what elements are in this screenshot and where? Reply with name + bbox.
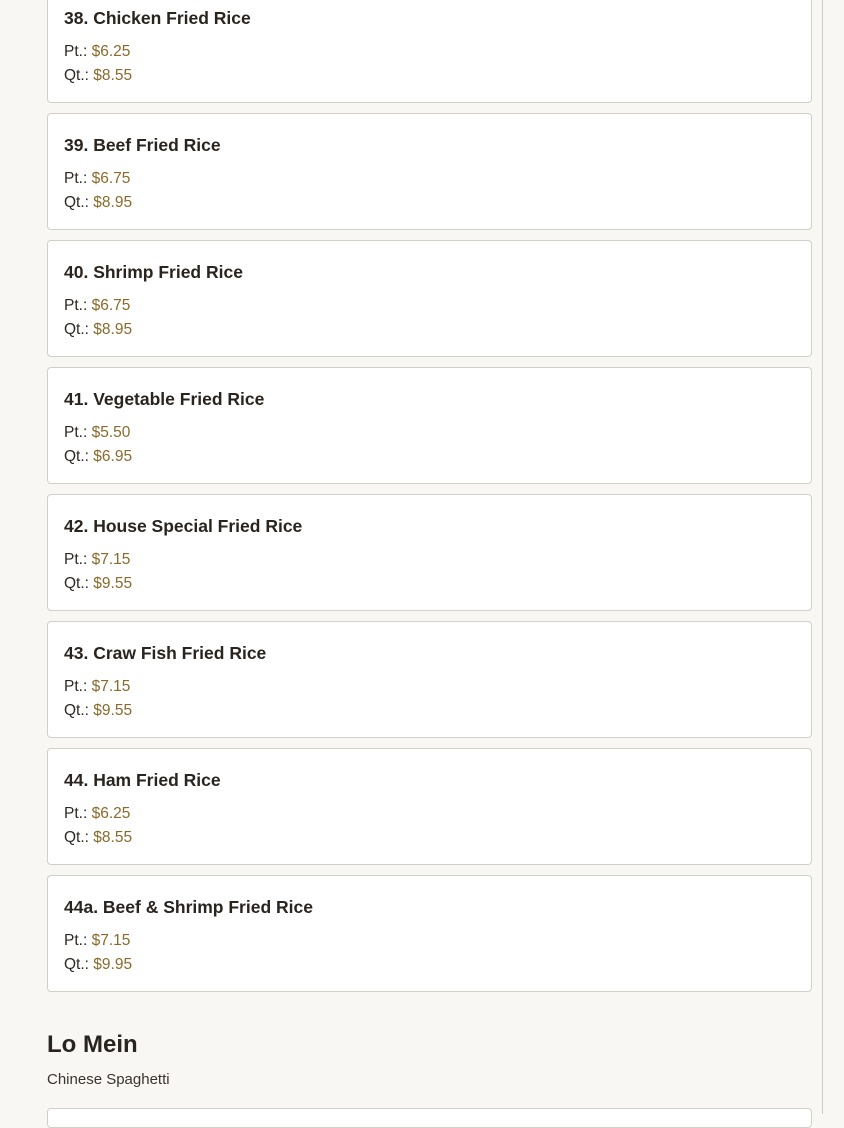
quart-price-row	[64, 953, 795, 977]
pint-price: $6.25	[91, 43, 131, 60]
pint-label: Pt.:	[64, 297, 88, 314]
menu-item-card[interactable]	[47, 875, 812, 992]
quart-label: Qt.:	[64, 194, 89, 211]
pint-price: $6.75	[91, 170, 131, 187]
quart-label: Qt.:	[64, 575, 89, 592]
quart-price-row	[64, 64, 795, 88]
pint-price-row	[64, 167, 795, 191]
lo-mein-section-header	[47, 1030, 812, 1090]
quart-price: $8.55	[93, 67, 133, 84]
quart-price: $6.95	[93, 448, 133, 465]
quart-price: $8.95	[93, 321, 133, 338]
menu-item-name: 40. Shrimp Fried Rice	[64, 262, 243, 282]
pint-price-row	[64, 675, 795, 699]
quart-price: $9.55	[93, 702, 133, 719]
quart-price: $8.95	[93, 194, 133, 211]
pint-label: Pt.:	[64, 805, 88, 822]
menu-item-name: 44. Ham Fried Rice	[64, 770, 221, 790]
pint-price-row	[64, 421, 795, 445]
pint-price: $7.15	[91, 551, 131, 568]
menu-item-name: 44a. Beef & Shrimp Fried Rice	[64, 897, 313, 917]
quart-label: Qt.:	[64, 321, 89, 338]
pint-label: Pt.:	[64, 170, 88, 187]
pint-price: $5.50	[91, 424, 131, 441]
menu-item-card[interactable]	[47, 240, 812, 357]
menu-item-name: 38. Chicken Fried Rice	[64, 8, 251, 28]
quart-price-row	[64, 445, 795, 469]
quart-price-row	[64, 699, 795, 723]
pint-label: Pt.:	[64, 43, 88, 60]
menu-item-card[interactable]	[47, 621, 812, 738]
pint-price: $6.25	[91, 805, 131, 822]
pint-price-row	[64, 929, 795, 953]
menu-item-card[interactable]	[47, 494, 812, 611]
quart-label: Qt.:	[64, 829, 89, 846]
quart-price: $9.55	[93, 575, 133, 592]
quart-price-row	[64, 191, 795, 215]
pint-label: Pt.:	[64, 424, 88, 441]
quart-price: $8.55	[93, 829, 133, 846]
pint-label: Pt.:	[64, 678, 88, 695]
section-title: Lo Mein	[47, 1031, 138, 1058]
pint-label: Pt.:	[64, 932, 88, 949]
menu-item-card[interactable]	[47, 1108, 812, 1128]
quart-price-row	[64, 318, 795, 342]
pint-price-row	[64, 802, 795, 826]
quart-label: Qt.:	[64, 956, 89, 973]
menu-item-name: 39. Beef Fried Rice	[64, 135, 221, 155]
pint-price: $6.75	[91, 297, 131, 314]
menu-item-name: 43. Craw Fish Fried Rice	[64, 643, 267, 663]
menu-item-card[interactable]	[47, 0, 812, 103]
quart-label: Qt.:	[64, 702, 89, 719]
pint-price: $7.15	[91, 678, 131, 695]
menu-item-list	[47, 0, 812, 1002]
section-subtitle: Chinese Spaghetti	[47, 1071, 170, 1088]
pint-price-row	[64, 294, 795, 318]
pint-price-row	[64, 548, 795, 572]
pint-price: $7.15	[91, 932, 131, 949]
menu-item-card[interactable]	[47, 748, 812, 865]
quart-label: Qt.:	[64, 67, 89, 84]
menu-item-card[interactable]	[47, 113, 812, 230]
quart-price-row	[64, 826, 795, 850]
menu-item-name: 42. House Special Fried Rice	[64, 516, 303, 536]
menu-item-card[interactable]	[47, 367, 812, 484]
quart-price: $9.95	[93, 956, 133, 973]
quart-label: Qt.:	[64, 448, 89, 465]
pint-label: Pt.:	[64, 551, 88, 568]
quart-price-row	[64, 572, 795, 596]
pint-price-row	[64, 40, 795, 64]
menu-item-name: 41. Vegetable Fried Rice	[64, 389, 265, 409]
